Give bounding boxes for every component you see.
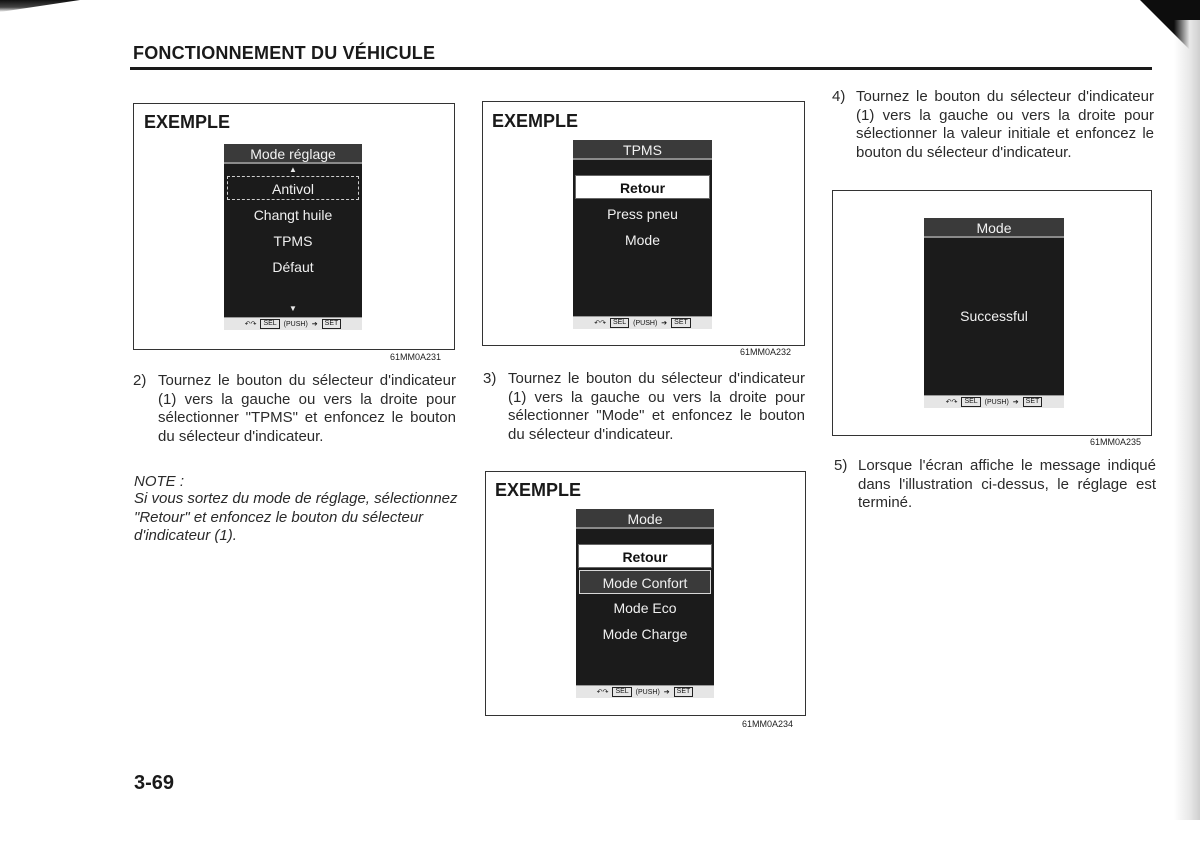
push-label: (PUSH) <box>635 688 660 696</box>
menu-item-retour: Retour <box>578 544 712 568</box>
figure-successful <box>832 190 1152 436</box>
set-key-label: SET <box>674 687 694 697</box>
scan-shadow-right-edge <box>1174 20 1200 820</box>
figure-mode-selection <box>485 471 806 716</box>
step-2 <box>133 372 456 467</box>
figure-title: EXEMPLE <box>144 112 231 132</box>
arrow-right-icon: ➔ <box>1012 399 1019 406</box>
menu-item-mode-charge: Mode Charge <box>602 626 688 642</box>
section-title: FONCTIONNEMENT DU VÉHICULE <box>133 43 436 63</box>
sel-key-label: SEL <box>610 318 629 328</box>
figure-tpms <box>482 101 805 346</box>
scroll-down-icon: ▼ <box>289 304 297 313</box>
screen-header: Mode <box>924 218 1064 238</box>
screen-footer <box>224 317 362 330</box>
step-number: 5) <box>834 457 848 474</box>
status-message: Successful <box>960 308 1028 324</box>
figure-title: EXEMPLE <box>495 480 582 500</box>
menu-item-mode-confort: Mode Confort <box>579 570 711 594</box>
screen-header: Mode <box>576 509 714 529</box>
sel-key-label: SEL <box>612 687 631 697</box>
step-4 <box>832 88 1154 183</box>
figure-code: 61MM0A231 <box>390 352 442 362</box>
scan-shadow-top-left <box>0 0 80 12</box>
note-text: Si vous sortez du mode de réglage, sélectionnez "Retour" et enfoncez le bouton du sélecteur d'indicateur (1). <box>134 490 458 544</box>
rotate-knob-icon: ↶↷ <box>244 321 257 328</box>
screen-footer <box>576 685 714 698</box>
set-key-label: SET <box>671 318 691 328</box>
rotate-knob-icon: ↶↷ <box>945 399 958 406</box>
push-label: (PUSH) <box>633 319 658 327</box>
header-rule <box>130 67 1152 70</box>
push-label: (PUSH) <box>984 398 1009 406</box>
step-3 <box>483 370 805 465</box>
figure-code: 61MM0A235 <box>1090 437 1142 447</box>
step-text: Tournez le bouton du sélecteur d'indicateur (1) vers la gauche ou vers la droite pour sélectionner "TPMS" et enfoncez le bouton du sélecteur d'indicateur. <box>158 372 456 445</box>
arrow-right-icon: ➔ <box>663 689 670 696</box>
menu-item-mode-eco: Mode Eco <box>613 600 677 616</box>
rotate-knob-icon: ↶↷ <box>594 320 606 327</box>
menu-item-retour: Retour <box>575 175 710 199</box>
screen-header: Mode réglage <box>224 144 362 164</box>
step-text: Tournez le bouton du sélecteur d'indicateur (1) vers la gauche ou vers la droite pour sélectionner la valeur initiale et enfoncez le bouton du sélecteur d'indicateur. <box>856 88 1154 161</box>
scroll-up-icon: ▲ <box>289 165 297 174</box>
screen-header: TPMS <box>573 140 712 160</box>
step-number: 2) <box>133 372 147 389</box>
set-key-label: SET <box>322 319 342 329</box>
menu-item-changt-huile: Changt huile <box>253 207 333 223</box>
step-text: Lorsque l'écran affiche le message indiqué dans l'illustration ci-dessus, le réglage est terminé. <box>858 457 1156 511</box>
menu-item-mode: Mode <box>624 232 661 248</box>
set-key-label: SET <box>1023 397 1043 407</box>
step-text: Tournez le bouton du sélecteur d'indicateur (1) vers la gauche ou vers la droite pour sélectionner "Mode" et enfoncez le bouton du sélecteur d'indicateur. <box>508 370 805 443</box>
screen-footer <box>924 395 1064 408</box>
figure-mode-reglage <box>133 103 455 350</box>
sel-key-label: SEL <box>961 397 980 407</box>
step-number: 3) <box>483 370 497 387</box>
sel-key-label: SEL <box>260 319 279 329</box>
display-screen <box>224 144 362 330</box>
note-label: NOTE : <box>134 473 185 490</box>
menu-item-antivol: Antivol <box>227 176 359 200</box>
display-screen <box>924 218 1064 408</box>
display-screen <box>573 140 712 329</box>
rotate-knob-icon: ↶↷ <box>596 689 609 696</box>
figure-code: 61MM0A234 <box>742 719 794 729</box>
display-screen <box>576 509 714 698</box>
arrow-right-icon: ➔ <box>311 321 318 328</box>
menu-item-tpms: TPMS <box>273 233 313 249</box>
arrow-right-icon: ➔ <box>661 320 668 327</box>
step-number: 4) <box>832 88 846 105</box>
menu-item-press-pneu: Press pneu <box>607 206 678 222</box>
push-label: (PUSH) <box>283 320 308 328</box>
figure-title: EXEMPLE <box>492 111 579 131</box>
page-number: 3-69 <box>134 772 175 794</box>
step-5 <box>834 457 1156 517</box>
screen-footer <box>573 316 712 329</box>
figure-code: 61MM0A232 <box>740 347 792 357</box>
menu-item-defaut: Défaut <box>272 259 314 275</box>
